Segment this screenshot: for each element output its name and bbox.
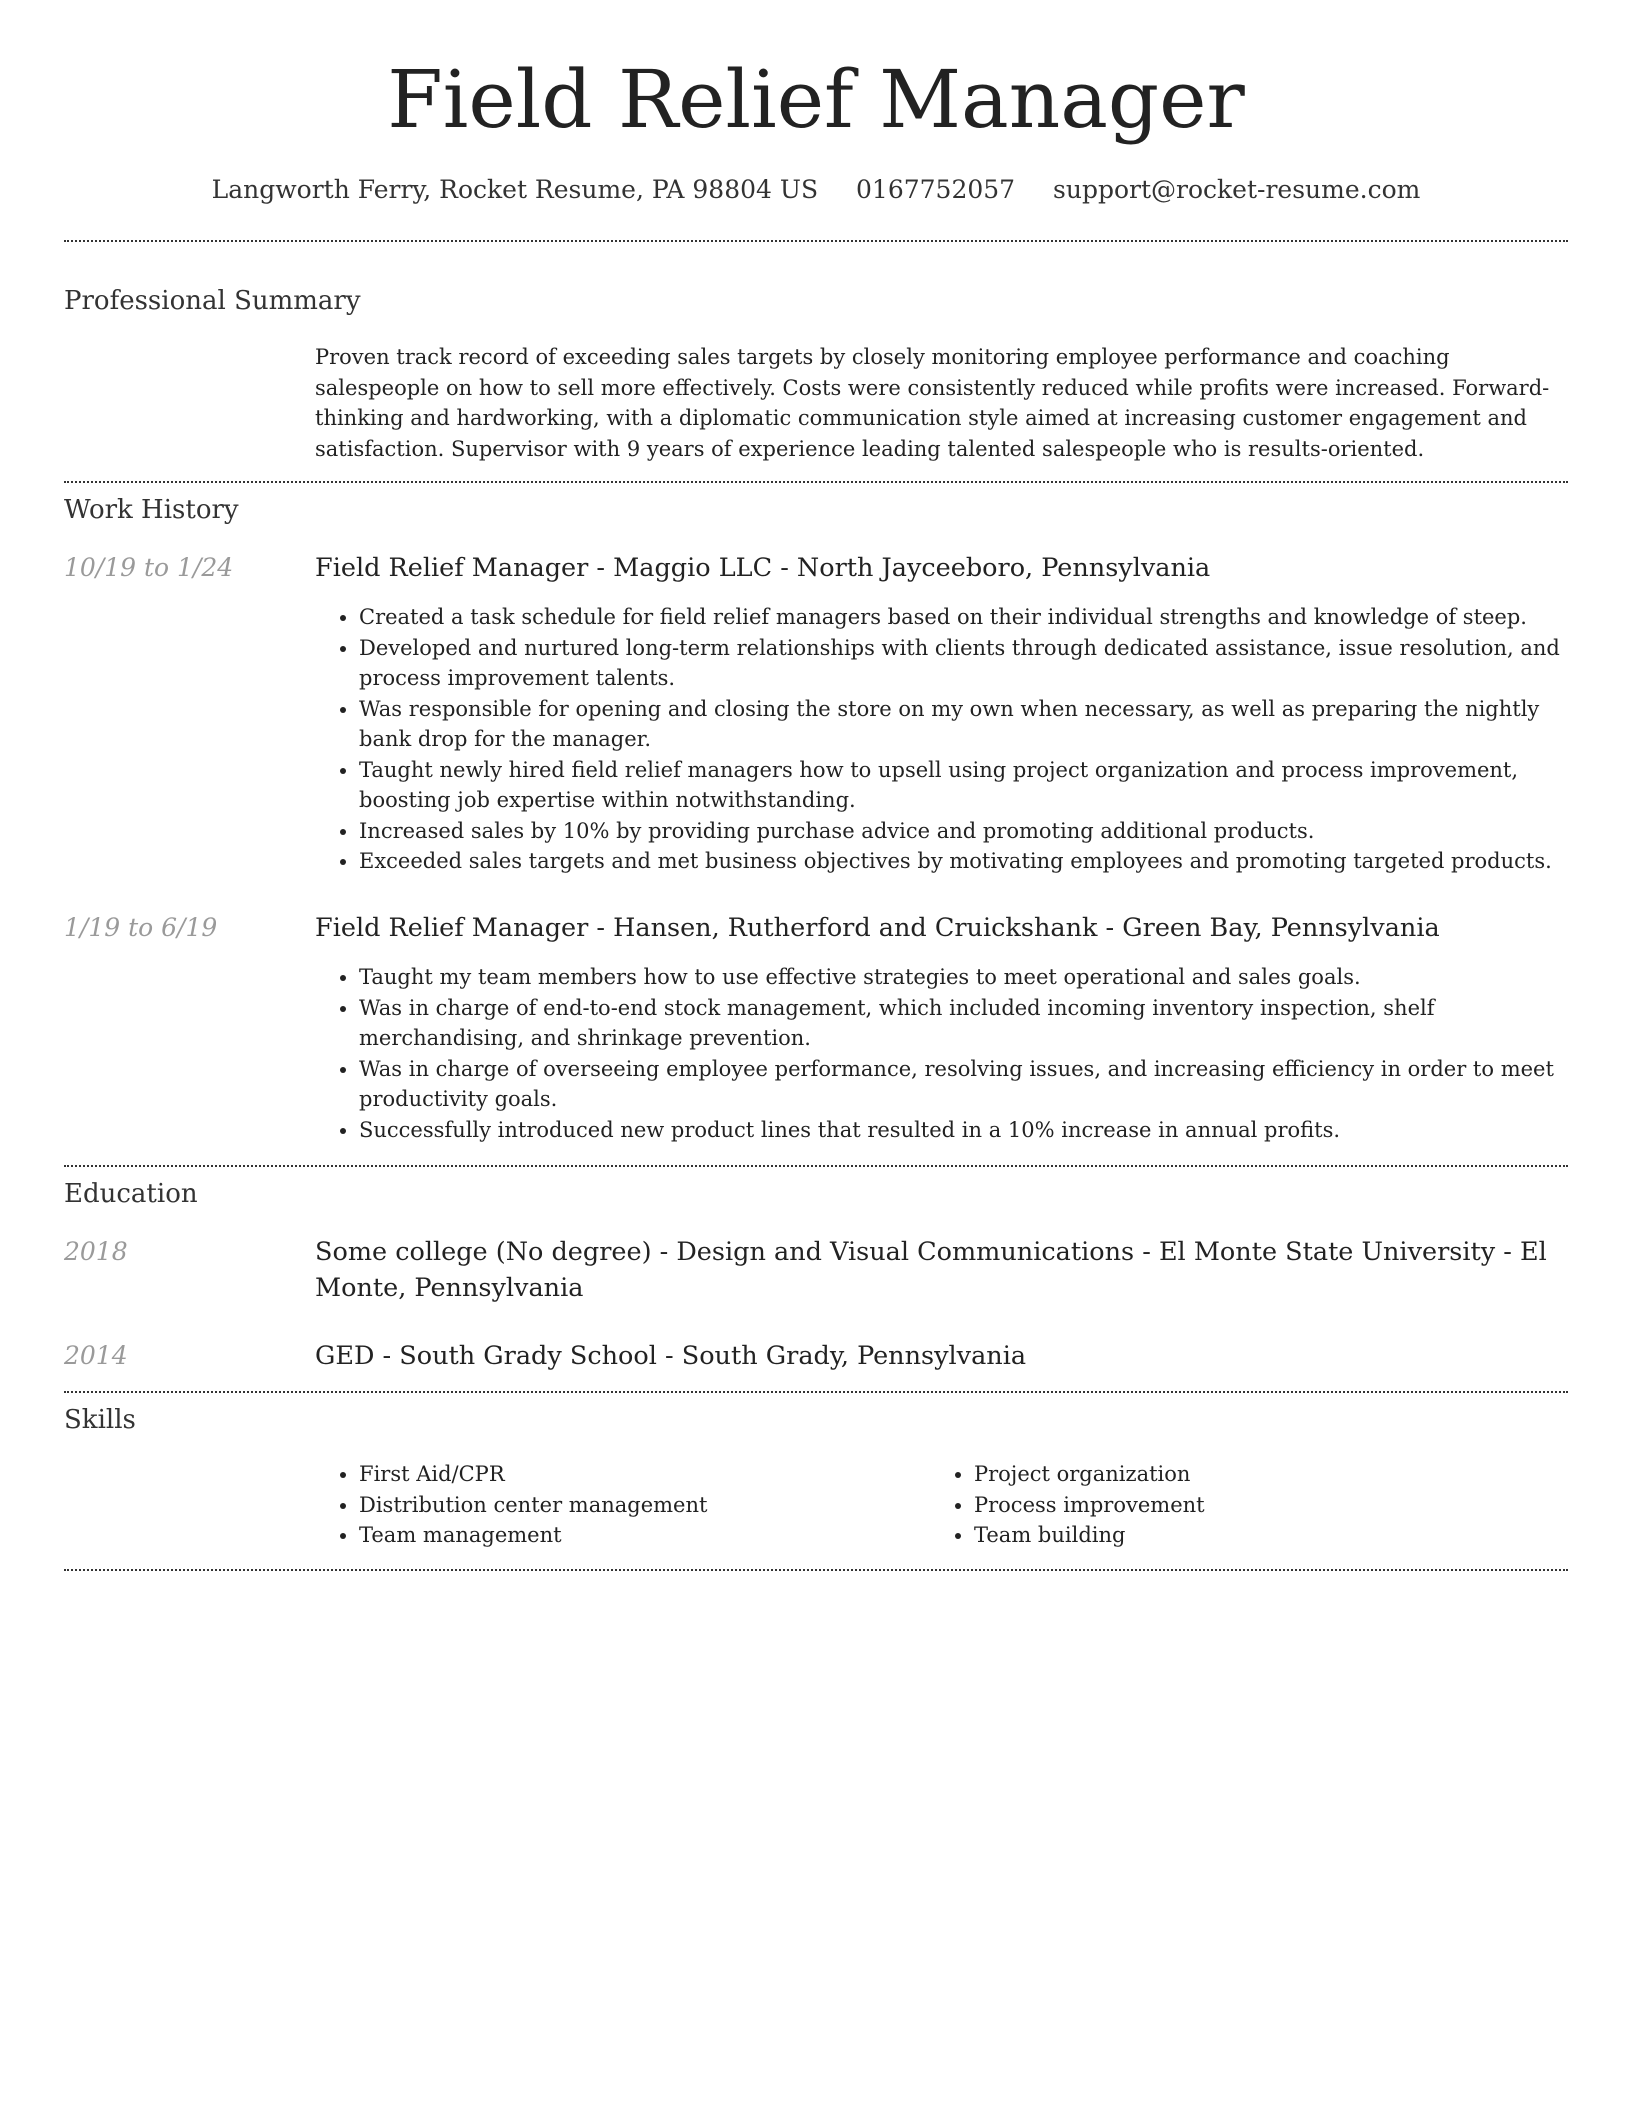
job-bullets [315,602,1568,877]
resume-name: Field Relief Manager [387,53,1245,146]
contact-line [0,170,1632,210]
job-title: Field Relief Manager - Maggio LLC - North Jayceeboro, Pennsylvania [315,553,1211,583]
skill-item: • Distribution center management [359,1490,915,1521]
divider [64,481,1568,483]
divider [64,1391,1568,1393]
skills-list-left [315,1459,915,1551]
list-item: • Taught my team members how to use effective strategies to meet operational and sales goals. [359,962,1568,993]
list-item: • Was in charge of overseeing employee performance, resolving issues, and increasing efficiency in order to meet productivity goals. [359,1054,1568,1115]
divider [64,1569,1568,1571]
skill-item: • Process improvement [974,1490,1530,1521]
section-title-education: Education [64,1179,198,1209]
divider [64,240,1568,242]
job-title: Field Relief Manager - Hansen, Rutherford and Cruickshank - Green Bay, Pennsylvania [315,913,1440,943]
list-item: • Was in charge of end-to-end stock management, which included incoming inventory inspection, shelf merchandising, and shrinkage prevention. [359,993,1568,1054]
list-item: • Exceeded sales targets and met business objectives by motivating employees and promoting targeted products. [359,846,1568,877]
contact-phone: 0167752057 [856,175,1016,204]
education-entry: Some college (No degree) - Design and Visual Communications - El Monte State University - El Monte, Pennsylvania [315,1237,1547,1303]
education-entry: GED - South Grady School - South Grady, Pennsylvania [315,1341,1027,1371]
skill-item: • Project organization [974,1459,1530,1490]
education-year: 2014 [64,1341,128,1370]
list-item: • Increased sales by 10% by providing purchase advice and promoting additional products. [359,816,1568,847]
section-title-summary: Professional Summary [64,286,361,316]
job-dates: 10/19 to 1/24 [64,553,234,582]
list-item: • Taught newly hired field relief managers how to upsell using project organization and process improvement, boosting job expertise within notwithstanding. [359,755,1568,816]
job-dates: 1/19 to 6/19 [64,913,218,942]
contact-address: Langworth Ferry, Rocket Resume, PA 98804 US [211,175,819,204]
section-title-skills: Skills [64,1405,136,1435]
job-bullets [315,962,1568,1145]
summary-text: Proven track record of exceeding sales targets by closely monitoring employee performance and coaching salespeople on how to sell more effectively. Costs were consistently reduced while profits were increased. Forward-thinking and hardworking, with a diplomatic communication style aimed at increasing customer engagement and satisfaction. Supervisor with 9 years of experience leading talented salespeople who is results-oriented. [315,345,1550,461]
skill-item: • Team building [974,1520,1530,1551]
divider [64,1165,1568,1167]
list-item: • Was responsible for opening and closing the store on my own when necessary, as well as preparing the nightly bank drop for the manager. [359,694,1568,755]
skills-list-right [930,1459,1530,1551]
skill-item: • First Aid/CPR [359,1459,915,1490]
education-year: 2018 [64,1237,128,1266]
list-item: • Successfully introduced new product lines that resulted in a 10% increase in annual profits. [359,1115,1568,1146]
list-item: • Created a task schedule for field relief managers based on their individual strengths and knowledge of steep. [359,602,1568,633]
contact-email: support@rocket-resume.com [1053,175,1421,204]
skill-item: • Team management [359,1520,915,1551]
list-item: • Developed and nurtured long-term relationships with clients through dedicated assistance, issue resolution, and process improvement talents. [359,633,1568,694]
section-title-work-history: Work History [64,495,239,525]
